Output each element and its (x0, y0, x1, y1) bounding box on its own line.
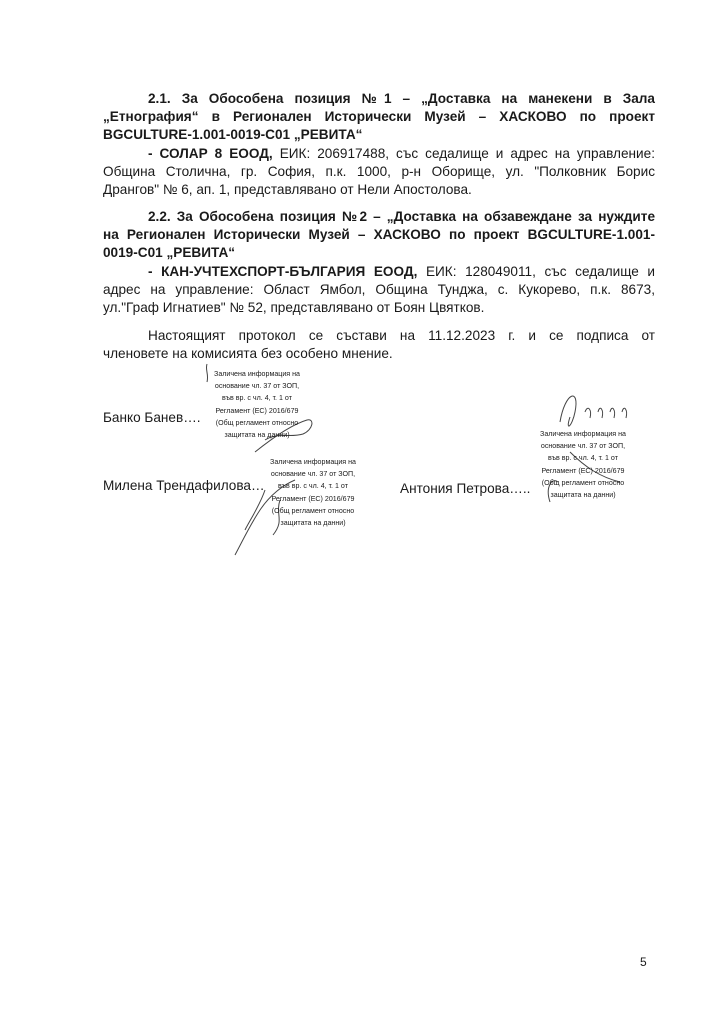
redaction-note-trendafilova: Заличена информация на основание чл. 37 от ЗОП, във вр. с чл. 4, т. 1 от Регламент (ЕС) 2016/679 (Общ регламент относно защитата на данни) (270, 458, 356, 528)
item-2-details-1: ЕИК: 128049011, със седалище и (417, 263, 655, 279)
closing-line-2: членовете на комисията без особено мнение. (103, 346, 393, 362)
item-2-heading-line-3: 0019-C01 „РЕВИТА“ (103, 245, 236, 261)
item-2-company-line (103, 263, 655, 281)
closing-line-1: Настоящият протокол се състави на 11.12.2023 г. и се подписа от (148, 328, 655, 343)
item-1-block (103, 90, 655, 199)
redaction-note-petrova: Заличена информация на основание чл. 37 от ЗОП, във вр. с чл. 4, т. 1 от Регламент (ЕС) 2016/679 (Общ регламент относно защитата на данни) (540, 430, 626, 500)
item-2-company-name: - КАН-УЧТЕХСПОРТ-БЪЛГАРИЯ ЕООД, (148, 263, 418, 279)
signatory-banev: Банко Банев…. (103, 410, 201, 425)
page-number: 5 (640, 955, 647, 969)
item-2-details-3: ул."Граф Игнатиев" № 52, представлявано от Боян Цвятков. (103, 300, 485, 316)
item-2-details-2: адрес на управление: Област Ямбол, Община Тунджа, с. Кукорево, п.к. 8673, (103, 281, 655, 297)
item-1-company-name: - СОЛАР 8 ЕООД, (148, 145, 273, 161)
item-1-heading-line-3: BGCULTURE-1.001-0019-C01 „РЕВИТА“ (103, 127, 363, 143)
item-1-heading-line-1: 2.1. За Обособена позиция №1 – „Доставка на манекени в Зала (148, 91, 655, 106)
item-2-heading-line-2: на Регионален Исторически Музей – ХАСКОВО по проект BGCULTURE-1.001- (103, 227, 655, 243)
item-1-details-3: Дрангов" № 6, ап. 1, представлявано от Нели Апостолова. (103, 182, 472, 198)
closing-block (103, 327, 655, 363)
signatory-petrova: Антония Петрова….. (400, 481, 531, 496)
redaction-note-banev: Заличена информация на основание чл. 37 от ЗОП, във вр. с чл. 4, т. 1 от Регламент (ЕС) 2016/679 (Общ регламент относно защитата на данни) (214, 370, 300, 440)
item-1-details-2: Община Столична, гр. София, п.к. 1000, р-н Оборище, ул. "Полковник Борис (103, 163, 655, 179)
item-1-heading-line-2: „Етнография“ в Регионален Исторически Музей – ХАСКОВО по проект (103, 109, 655, 125)
item-1-company-line (103, 145, 655, 163)
item-2-heading-line-1: 2.2. За Обособена позиция №2 – „Доставка на обзавеждане за нуждите (148, 209, 655, 224)
signatory-trendafilova: Милена Трендафилова… (103, 478, 265, 493)
item-1-details-1: ЕИК: 206917488, със седалище и адрес на управление: (272, 145, 655, 161)
item-2-block (103, 208, 655, 317)
